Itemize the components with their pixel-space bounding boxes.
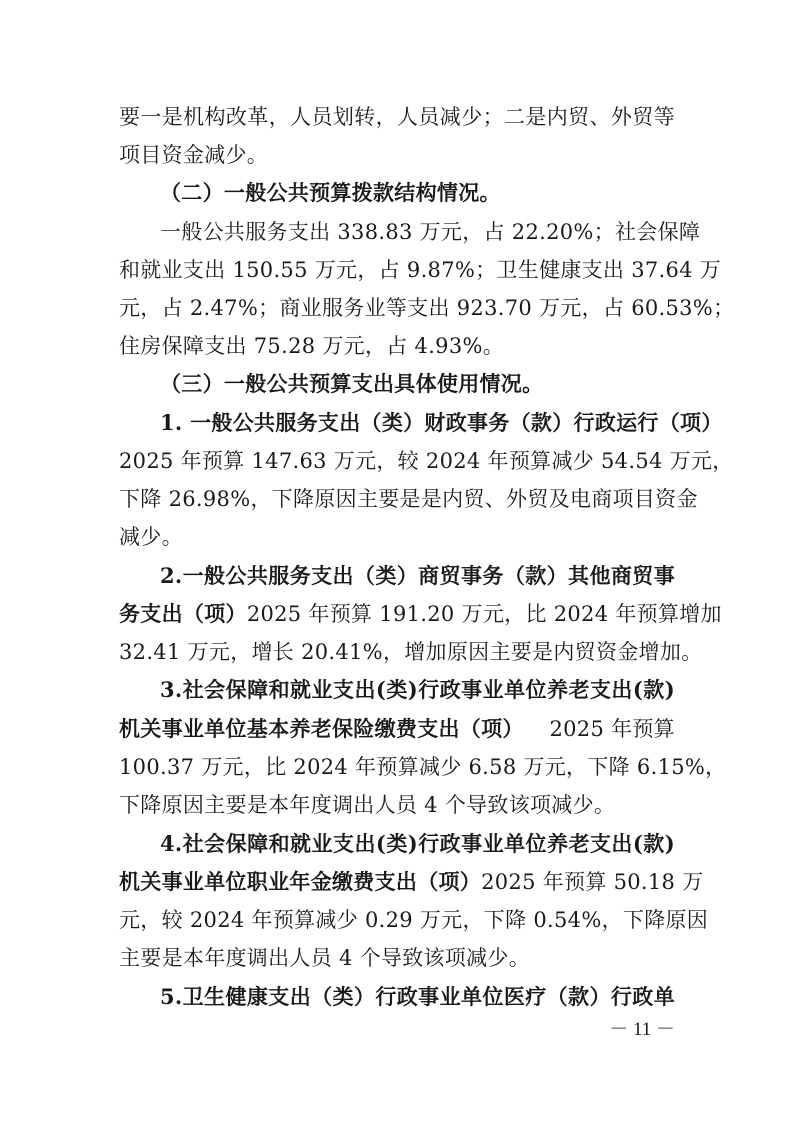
item-heading: 1. 一般公共服务支出（类）财政事务（款）行政运行（项） — [160, 410, 723, 435]
body-line-mixed — [119, 595, 722, 633]
item-heading: 3.社会保障和就业支出(类)行政事业单位养老支出(款) — [160, 677, 675, 702]
body-line: 项目资金减少。 — [119, 143, 269, 167]
item-heading-tail: 务支出（项） — [119, 601, 247, 626]
item-heading-tail: 机关事业单位职业年金缴费支出（项） — [119, 869, 482, 894]
body-line-mixed — [119, 710, 675, 748]
body-line: 元，较 2024 年预算减少 0.29 万元，下降 0.54%，下降原因 — [119, 908, 709, 932]
body-line: 一般公共服务支出 338.83 万元，占 22.20%；社会保障 — [160, 220, 701, 244]
item-heading: 2.一般公共服务支出（类）商贸事务（款）其他商贸事 — [160, 563, 675, 588]
item-heading: 5.卫生健康支出（类）行政事业单位医疗（款）行政单 — [160, 984, 675, 1009]
body-line: 元，占 2.47%；商业服务业等支出 923.70 万元，占 60.53%； — [119, 296, 735, 320]
body-line: 减少。 — [119, 525, 183, 549]
body-line: 下降原因主要是本年度调出人员 4 个导致该项减少。 — [119, 793, 616, 817]
section-heading: （三）一般公共预算支出具体使用情况。 — [160, 371, 544, 396]
body-line: 32.41 万元，增长 20.41%，增加原因主要是内贸资金增加。 — [119, 640, 703, 664]
body-line: 和就业支出 150.55 万元，占 9.87%；卫生健康支出 37.64 万 — [119, 258, 722, 282]
body-line: 下降 26.98%，下降原因主要是是内贸、外贸及电商项目资金 — [119, 487, 698, 511]
item-heading: 4.社会保障和就业支出(类)行政事业单位养老支出(款) — [160, 831, 675, 856]
body-text: 2025 年预算 191.20 万元，比 2024 年预算增加 — [246, 602, 722, 626]
body-text: 2025 年预算 50.18 万 — [481, 870, 704, 894]
item-heading-tail: 机关事业单位基本养老保险缴费支出（项） — [119, 716, 524, 741]
section-heading: （二）一般公共预算拨款结构情况。 — [160, 180, 501, 205]
page-number: － 11 － — [609, 1019, 675, 1040]
body-line: 100.37 万元，比 2024 年预算减少 6.58 万元，下降 6.15%， — [119, 755, 727, 779]
body-text: 2025 年预算 — [549, 717, 675, 741]
body-line-mixed — [119, 863, 704, 901]
body-line: 要一是机构改革，人员划转，人员减少；二是内贸、外贸等 — [119, 105, 675, 129]
body-line: 住房保障支出 75.28 万元，占 4.93%。 — [119, 334, 505, 358]
body-line: 2025 年预算 147.63 万元，较 2024 年预算减少 54.54 万元， — [119, 449, 734, 473]
body-line: 主要是本年度调出人员 4 个导致该项减少。 — [119, 946, 531, 970]
